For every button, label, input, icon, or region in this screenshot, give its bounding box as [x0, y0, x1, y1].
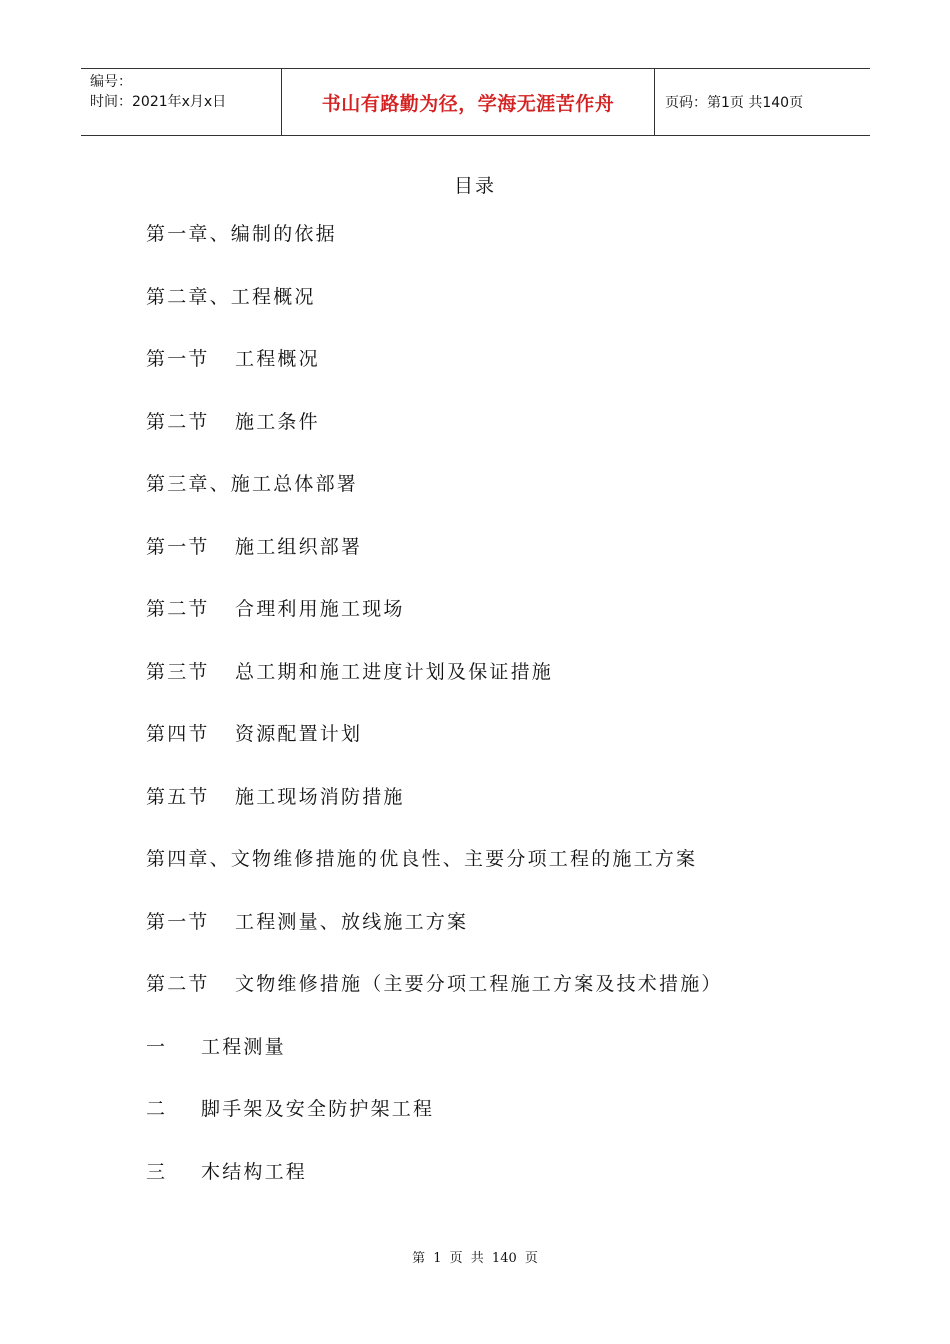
toc-entry-number: 第五节 — [146, 785, 210, 808]
toc-entry — [146, 970, 723, 1033]
toc-entry-text: 脚手架及安全防护架工程 — [201, 1098, 435, 1120]
table-of-contents — [146, 220, 723, 1220]
header-motto-cell — [282, 69, 655, 135]
toc-entry-text: 合理利用施工现场 — [235, 598, 405, 620]
header-table — [81, 68, 870, 136]
document-number-label: 编号： — [90, 74, 132, 90]
toc-entry-text: 工程概况 — [235, 348, 320, 370]
toc-entry — [146, 908, 723, 971]
toc-entry — [146, 783, 723, 846]
toc-entry-number: 第一节 — [146, 535, 210, 558]
toc-entry-text: 资源配置计划 — [235, 723, 363, 745]
toc-entry-text: 施工现场消防措施 — [235, 785, 405, 808]
toc-entry-number: 第二节 — [146, 973, 210, 995]
toc-entry-text: 第二章、工程概况 — [146, 285, 316, 308]
toc-entry — [146, 345, 723, 408]
toc-entry-number: 第二节 — [146, 410, 210, 433]
toc-entry-number: 第四节 — [146, 723, 210, 745]
toc-entry-text: 第四章、文物维修措施的优良性、主要分项工程的施工方案 — [146, 848, 698, 870]
toc-entry — [146, 1158, 723, 1221]
toc-entry-number: 第三节 — [146, 660, 210, 683]
toc-entry — [146, 470, 723, 533]
toc-entry-text: 木结构工程 — [201, 1160, 308, 1183]
toc-entry — [146, 1033, 723, 1096]
toc-entry-number: 二 — [146, 1098, 168, 1120]
document-date-label: 时间：2021年x月x日 — [90, 94, 227, 110]
toc-entry — [146, 283, 723, 346]
toc-entry-text: 第三章、施工总体部署 — [146, 473, 359, 495]
header-page-info: 页码：第1页 共140页 — [665, 95, 804, 111]
toc-entry-number: 三 — [146, 1160, 168, 1183]
toc-entry-text: 文物维修措施（主要分项工程施工方案及技术措施） — [235, 973, 723, 995]
toc-entry-text: 工程测量 — [201, 1035, 286, 1058]
header-meta-cell — [81, 69, 282, 135]
toc-entry-number: 第一节 — [146, 910, 210, 933]
page-footer: 第 1 页 共 140 页 — [412, 1251, 538, 1266]
toc-entry-text: 总工期和施工进度计划及保证措施 — [235, 660, 554, 683]
toc-entry — [146, 1095, 723, 1158]
header-page-cell — [655, 69, 870, 135]
toc-entry-number: 第二节 — [146, 598, 210, 620]
toc-entry — [146, 533, 723, 596]
toc-entry — [146, 408, 723, 471]
toc-entry-text: 工程测量、放线施工方案 — [235, 910, 469, 933]
toc-entry-text: 施工组织部署 — [235, 535, 363, 558]
document-title: 目录 — [453, 175, 496, 197]
header-motto: 书山有路勤为径，学海无涯苦作舟 — [321, 92, 615, 115]
toc-entry — [146, 658, 723, 721]
toc-entry-number: 第一节 — [146, 348, 210, 370]
toc-entry — [146, 220, 723, 283]
toc-entry — [146, 720, 723, 783]
toc-entry — [146, 845, 723, 908]
toc-entry-text: 施工条件 — [235, 410, 320, 433]
toc-entry — [146, 595, 723, 658]
toc-entry-number: 一 — [146, 1035, 168, 1058]
toc-entry-text: 第一章、编制的依据 — [146, 223, 337, 245]
